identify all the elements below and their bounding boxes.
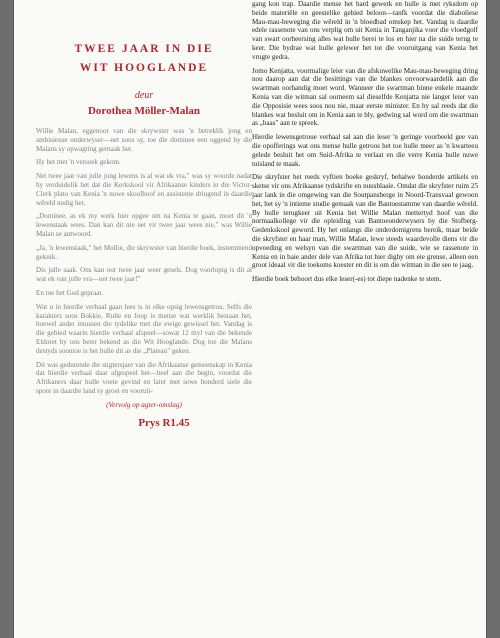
left-column xyxy=(36,38,252,634)
left-body xyxy=(36,127,252,396)
left-paragraph: „Dominee, as ek my werk hier opgee om na Kenia te gaan, moet dit 'n lewenstaak wees. Dan kan dit nie net vir twee jaar wees nie," was Willie Malan se antwoord. xyxy=(36,212,252,238)
title-line-1: TWEE JAAR IN DIE xyxy=(74,43,214,55)
right-paragraph: Die skryfster het reeds vyftien boeke geskryf, behalwe honderde artikels en sketse vir ons Afrikaanse tydskrifte en nuusblaaie. Omdat die skryfster ruim 25 jaar lank in die omgewing van die Soutpansberge in Noord-Transvaal gewoon het, het sy 'n intieme studie gemaak van die Bantoestamme van daardie wêreld. By hulle terugkeer uit Kenia het Willie Malan mettertyd hoof van die normaalkollege vir die opleiding van Bantoeonderwysers by die Stofberg-Gedenkskool geword. Hy het onlangs die onderdomigrens bereik, maar beide die skryfster en haar man, Willie Malan, lewe steeds waardevolle diens vir die opvoeding en welsyn van die swartman van die suide, wie se rassenote in Kenia en in baie ander dele van Afrika tot hier dighy om eie grense, alleen een groot ideaal vir die toekoms koester en dit is om die witman in die see te jaag. xyxy=(252,173,478,270)
right-paragraph: Jomo Kenjatta, voormalige leier van die afskuwelike Mau-mau-beweging dring nou daarop aan dat die besittings van die blankes onvoorwaardelik aan die swartman oorhandig moet word. Wanneer die swartman binne enkele maande Kenia van die witman sal oorneem sal dieselfde Kenjatta nie langer leier van die Opposisie wees soos nou nie, maar eerste minister. En hy sal reeds dat die blankes wat besluit om in Kenia aan te bly, gedwing sal word om die swartman as „baas" aan te spreek. xyxy=(252,66,478,128)
left-paragraph: Willie Malan, eggenoot van die skrywster was 'n betreklik jong en ambisieuse onderwyser—net soos sy, toe die dominee een oggend by die Malans sy opwagting gemaak het. xyxy=(36,127,252,153)
left-paragraph: En toe het God gepraat. xyxy=(36,288,104,297)
left-paragraph: Net twee jaar van julle jong lewens is al wat ek vra," was sy woorde nadat hy verduidelik het dat die Kerkskool vir Afrikaanse kinders in die Victor-Clerk plato van Kenia 'n nuwe skoolhoof en assistente dringend in daardie wêreld nodig het. xyxy=(36,172,252,207)
right-column xyxy=(252,0,478,470)
left-paragraph: „Ja, 'n lewenstaak," het Mollie, die skrywster van hierdie boek, instemmend geknik. xyxy=(36,243,252,261)
author-name: Dorothea Möller-Malan xyxy=(87,105,201,117)
left-paragraph: Hy het met 'n versoek gekom. xyxy=(36,158,121,167)
right-paragraph: gang kon trap. Daardie mense het hard gewerk en hulle is met ryksdom op beide materiële en geestelike gebied beloon—tanfk voordat die diaboliese Mau-mau-beweging die wêreld in 'n bloedbad omskep het. Vandag is daardie edele rassenote van ons verplig om uit Kenia in Tanganjika voor die vloedgolf van swart oorheersing alles wat hulle berei te los en hier na die suide terug te keer. Die bydrae wat hulle gelewer het tot die vooruitgang van Kenia het vrugte gedra. xyxy=(252,0,478,61)
left-paragraph: Dis julle saak. Ons kan oor twee jaar weer gesels. Dog voorlopig is dit al wat ek van julle vra—net twee jaar!" xyxy=(36,266,252,284)
right-paragraph: Hierdie lewensgetroue verhaal sal aan die leser 'n geringe voorbeeld gee van die opofferings wat ons mense hulle getroos het toe hulle meer as 'n kwarteeu gelede besluit het om Suid-Afrika te verlaat en die verre Kenia hulle nuwe tuisland te maak. xyxy=(252,133,478,168)
title-line-2: WIT HOOGLANDE xyxy=(79,62,209,74)
continued-note: (Vervolg op agter-omslag) xyxy=(106,400,182,409)
price-label: Prys R1.45 xyxy=(138,416,190,429)
right-paragraph: Hierdie boek behoort dus elke leser(-es) tot diepe nadenke te stem. xyxy=(252,275,442,284)
byline: deur xyxy=(134,90,154,101)
left-paragraph: Wat u in hierdie verhaal gaan lees is in elke opsig lewensgetrou. Selfs die karakters soos Bokkie, Rulie en Joop is mense wat werklik bestaan het, hoewel ander intussen die tydelike met die ewige gewissel het. Vandag is die gebied waarin hierdie verhaal afspeel—sowat 12 myl van die bekende Eldoret by ons beter bekend as die Wit Hooglande. Dog toe die Malans destyds soontoe is het hulle dit as die „Plateau" geken. xyxy=(36,302,252,355)
left-paragraph: Dit was gedurende die stigtersjare van die Afrikaanse gemeenskap in Kenia dat hierdie verhaal daar afgespeel het—heel aan die begin, voordat die Afrikaners daar hulle voete gevind en later met sewe honderd siele die spore in daardie land sy groei en vooruit- xyxy=(36,360,252,395)
book-jacket-flap xyxy=(14,0,486,638)
